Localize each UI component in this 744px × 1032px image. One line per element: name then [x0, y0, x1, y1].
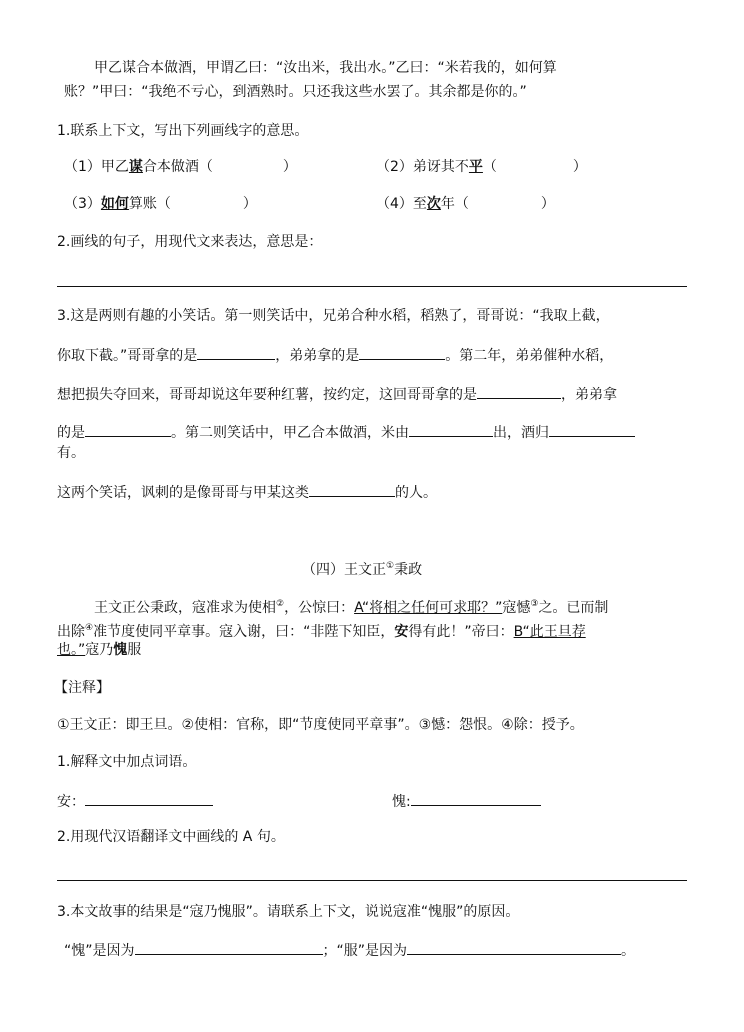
- p4-q3-answer-line: “愧”是因为 ；“服”是因为 。: [64, 939, 635, 961]
- section-4-title: （四）王文正①秉政: [302, 561, 423, 578]
- fill-blank[interactable]: [85, 790, 213, 806]
- question-3-line-3: 想把损失夺回来，哥哥却说这年要种红薯，按约定，这回哥哥拿的是 ，弟弟拿: [57, 383, 617, 405]
- question-3-line-5: 有。: [57, 445, 85, 461]
- fill-blank[interactable]: [359, 344, 445, 360]
- p4-q1-kui: 愧:: [392, 790, 541, 812]
- q1-item-2: （2）弟讶其不平（ ）: [376, 159, 587, 175]
- notes-heading: 【注释】: [54, 680, 110, 696]
- fill-blank[interactable]: [85, 421, 171, 437]
- question-3-line-4: 的是 。第二则笑话中，甲乙合本做酒，米由 出，酒归: [57, 421, 635, 443]
- fill-blank[interactable]: [407, 939, 621, 955]
- p4-q1-an: 安：: [57, 790, 213, 812]
- dotted-word-an: 安: [394, 624, 409, 640]
- q1-item-4: （4）至次年（ ）: [376, 196, 555, 212]
- question-3-line-6: 这两个笑话，讽刺的是像哥哥与甲某这类 的人。: [57, 481, 437, 503]
- underlined-char: 谋: [128, 159, 143, 175]
- passage-line-1: 王文正公秉政，寇准求为使相②，公惊曰：A“将相之任何可求耶？”寇憾③之。已而制: [94, 599, 609, 616]
- underlined-sentence-b: B“此王旦荐: [513, 624, 586, 640]
- fill-blank[interactable]: [411, 790, 541, 806]
- fill-blank[interactable]: [409, 421, 493, 437]
- question-3-line-1: 3.这是两则有趣的小笑话。第一则笑话中，兄弟合种水稻，稻熟了，哥哥说：“我取上截，: [57, 308, 610, 324]
- underlined-char: 次: [426, 196, 441, 212]
- story-line-1: 甲乙谋合本做酒，甲谓乙曰：“汝出米，我出水。”乙曰：“米若我的，如何算: [94, 60, 557, 76]
- passage-line-2: 出除④准节度使同平章事。寇入谢，曰：“非陛下知臣，安得有此！”帝曰：B“此王旦荐: [57, 623, 586, 640]
- underlined-sentence-b-end: 也。”: [57, 642, 86, 658]
- fill-blank[interactable]: [477, 383, 561, 399]
- fill-blank[interactable]: [197, 344, 275, 360]
- q1-item-1: （1）甲乙谋合本做酒（ ）: [64, 159, 297, 175]
- fill-blank[interactable]: [309, 481, 395, 497]
- underlined-char: 平: [468, 159, 483, 175]
- passage-line-3: 也。”寇乃愧服: [57, 642, 142, 658]
- underlined-word: 如何: [100, 196, 129, 212]
- question-3-line-2: 你取下截。”哥哥拿的是 ，弟弟拿的是 。第二年，弟弟催种水稻，: [57, 344, 613, 366]
- fill-blank[interactable]: [549, 421, 635, 437]
- p4-question-2-title: 2.用现代汉语翻译文中画线的 A 句。: [57, 829, 285, 845]
- underlined-sentence-a: A“将相之任何可求耶？”: [354, 600, 503, 616]
- dotted-word-kui: 愧: [113, 642, 128, 658]
- notes-text: ①王文正：即王旦。②使相：官称，即“节度使同平章事”。③憾：怨恨。④除：授予。: [57, 717, 584, 733]
- answer-line[interactable]: [57, 880, 687, 881]
- answer-line[interactable]: [57, 286, 687, 287]
- question-2-title: 2.画线的句子，用现代文来表达，意思是：: [57, 234, 323, 250]
- question-1-title: 1.联系上下文，写出下列画线字的意思。: [57, 123, 309, 139]
- p4-question-3-title: 3.本文故事的结果是“寇乃愧服”。请联系上下文，说说寇准“愧服”的原因。: [57, 904, 520, 920]
- q1-item-3: （3）如何算账（ ）: [64, 196, 257, 212]
- p4-question-1-title: 1.解释文中加点词语。: [57, 754, 197, 770]
- story-line-2: 账？”甲曰：“我绝不亏心，到酒熟时。只还我这些水罢了。其余都是你的。”: [64, 84, 527, 100]
- fill-blank[interactable]: [135, 939, 323, 955]
